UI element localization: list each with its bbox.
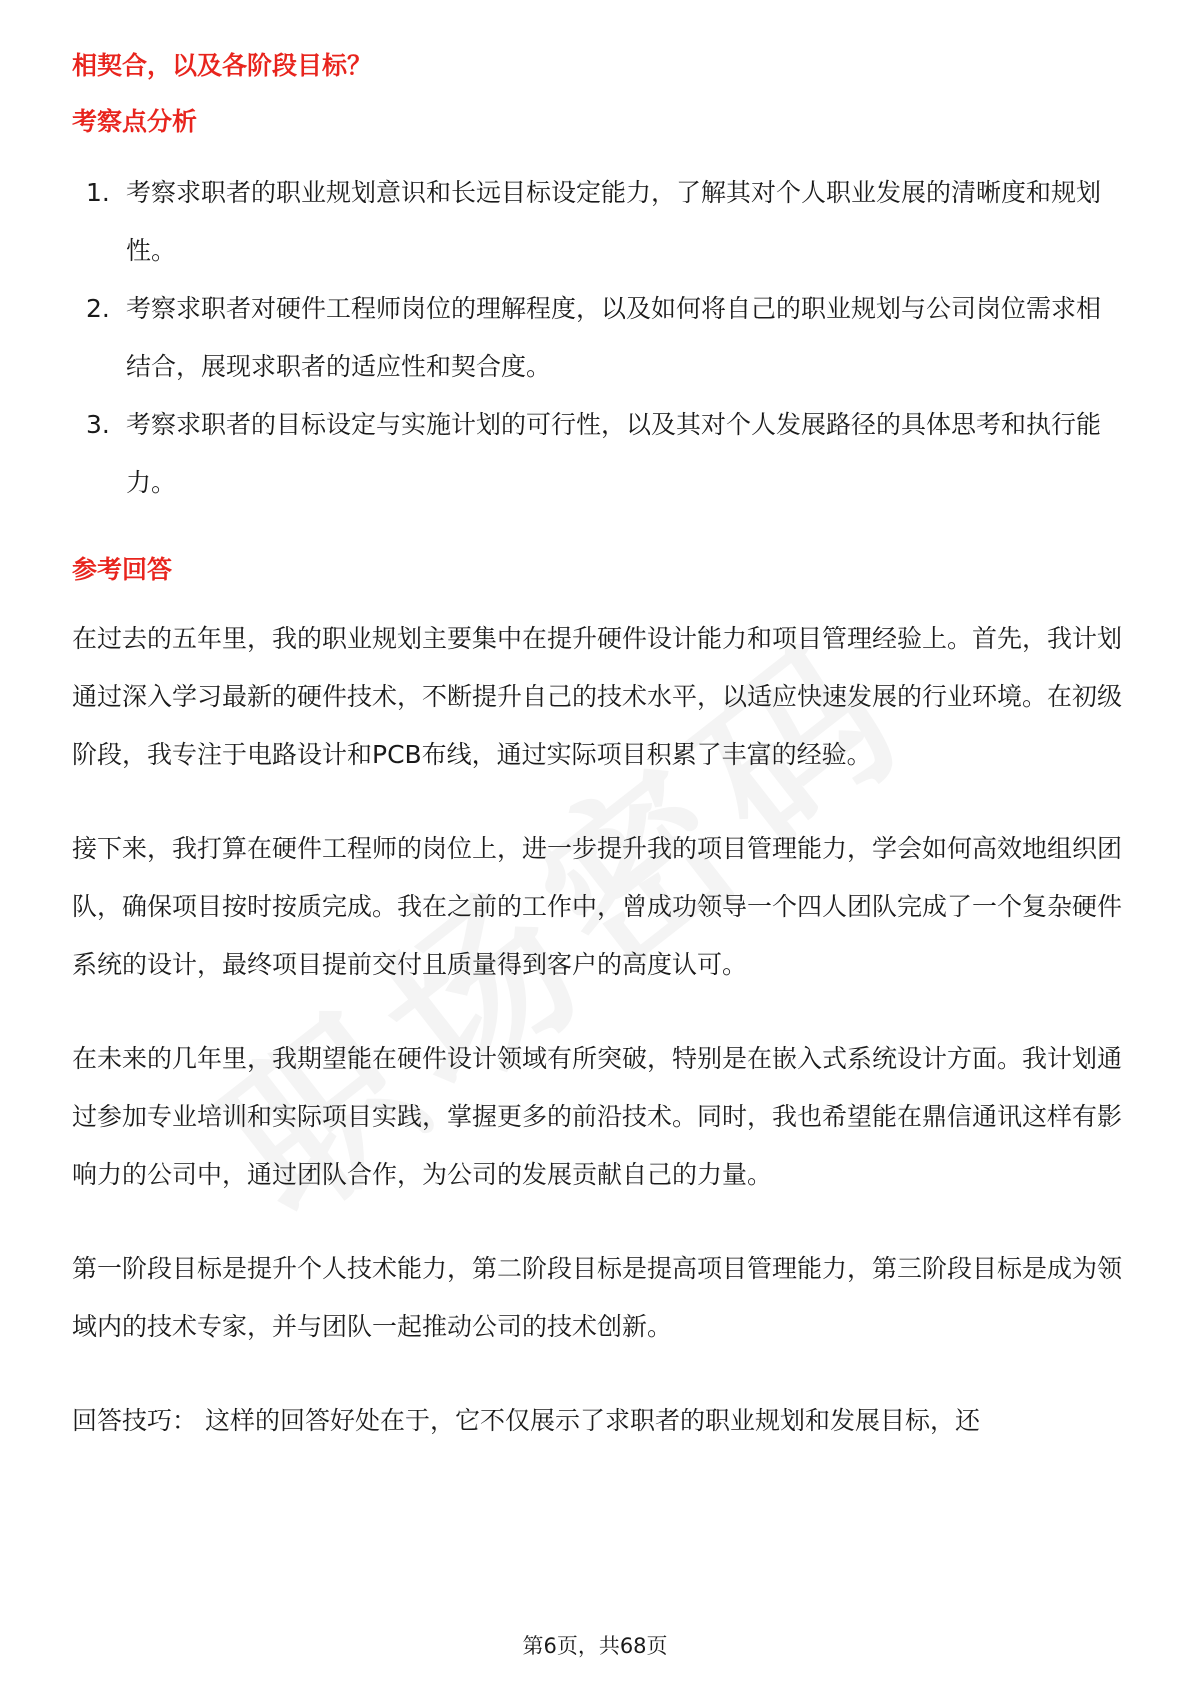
point-number: 2. [86, 294, 110, 323]
page-content [72, 48, 1122, 1450]
point-number: 3. [86, 410, 110, 439]
reference-answer-heading: 参考回答 [72, 555, 173, 584]
question-continuation-heading: 相契合，以及各阶段目标？ [72, 51, 373, 80]
answer-paragraph: 在未来的几年里，我期望能在硬件设计领域有所突破，特别是在嵌入式系统设计方面。我计划通过参加专业培训和实际项目实践，掌握更多的前沿技术。同时，我也希望能在鼎信通讯这样有影响力的公司中，通过团队合作，为公司的发展贡献自己的力量。 [72, 1044, 1123, 1189]
answer-paragraph: 第一阶段目标是提升个人技术能力，第二阶段目标是提高项目管理能力，第三阶段目标是成为领域内的技术专家，并与团队一起推动公司的技术创新。 [72, 1254, 1123, 1341]
analysis-heading: 考察点分析 [72, 107, 198, 136]
point-text: 考察求职者对硬件工程师岗位的理解程度，以及如何将自己的职业规划与公司岗位需求相结合，展现求职者的适应性和契合度。 [126, 294, 1102, 381]
answer-paragraph: 在过去的五年里，我的职业规划主要集中在提升硬件设计能力和项目管理经验上。首先，我计划通过深入学习最新的硬件技术，不断提升自己的技术水平，以适应快速发展的行业环境。在初级阶段，我专注于电路设计和PCB布线，通过实际项目积累了丰富的经验。 [72, 624, 1123, 769]
analysis-point [72, 280, 1122, 396]
analysis-point [72, 396, 1122, 512]
page-number-footer: 第6页，共68页 [522, 1634, 668, 1658]
point-text: 考察求职者的目标设定与实施计划的可行性，以及其对个人发展路径的具体思考和执行能力。 [126, 410, 1102, 497]
point-number: 1. [86, 178, 110, 207]
answer-paragraph: 接下来，我打算在硬件工程师的岗位上，进一步提升我的项目管理能力，学会如何高效地组织团队，确保项目按时按质完成。我在之前的工作中，曾成功领导一个四人团队完成了一个复杂硬件系统的设计，最终项目提前交付且质量得到客户的高度认可。 [72, 834, 1123, 979]
answer-tips-paragraph: 回答技巧： 这样的回答好处在于，它不仅展示了求职者的职业规划和发展目标，还 [72, 1406, 980, 1435]
analysis-points-list [72, 164, 1122, 512]
analysis-point [72, 164, 1122, 280]
point-text: 考察求职者的职业规划意识和长远目标设定能力，了解其对个人职业发展的清晰度和规划性。 [126, 178, 1102, 265]
